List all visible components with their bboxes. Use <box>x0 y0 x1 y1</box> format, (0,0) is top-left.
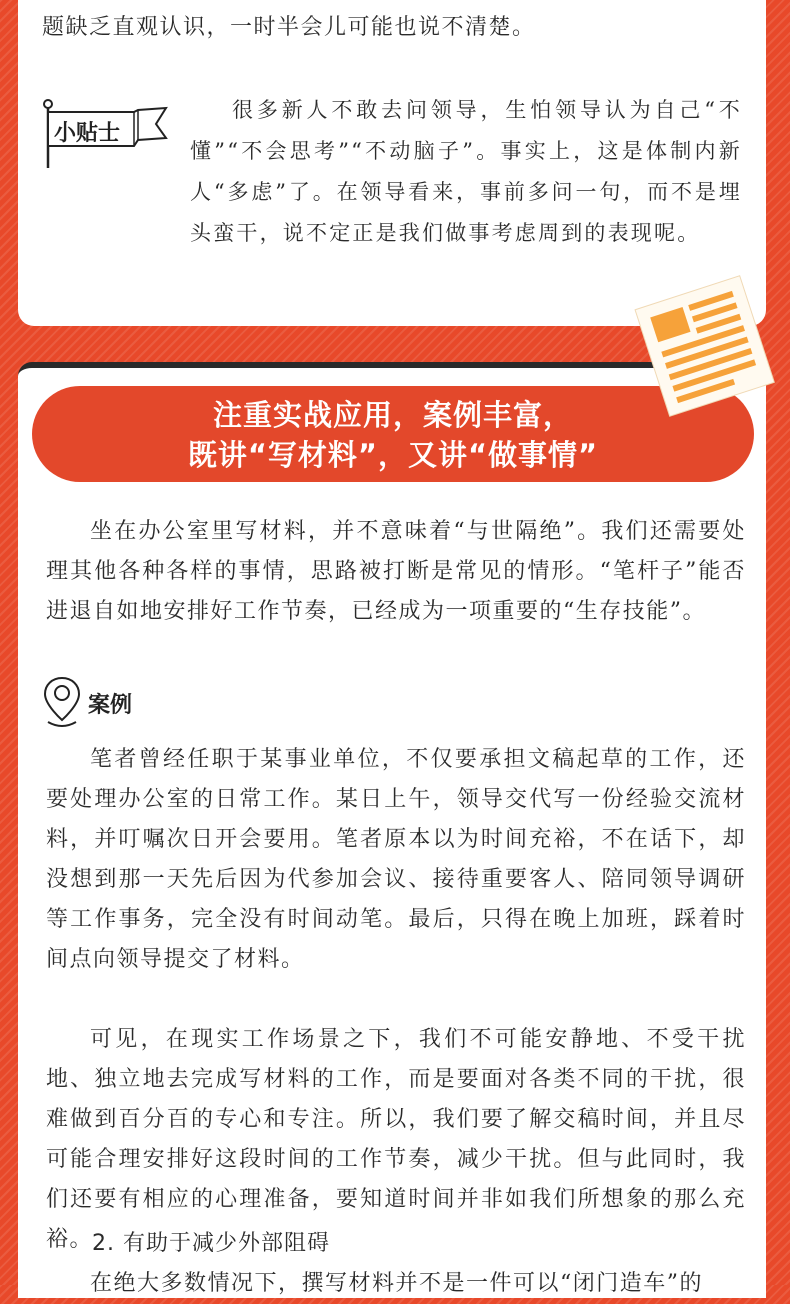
tip-text: 很多新人不敢去问领导，生怕领导认为自己“不懂”“不会思考”“不动脑子”。事实上，这是体制内新人“多虑”了。在领导看来，事前多问一句，而不是埋头蛮干，说不定正是我们做事考虑周到的表现呢。 <box>190 98 742 245</box>
case-label: 案例 <box>88 693 133 718</box>
section-paragraph-1: 坐在办公室里写材料，并不意味着“与世隔绝”。我们还需要处理其他各种各样的事情，思路被打断是常见的情形。“笔杆子”能否进退自如地安排好工作节奏，已经成为一项重要的“生存技能”。 <box>46 519 746 624</box>
section-title-line1: 注重实战应用，案例丰富， <box>212 398 573 432</box>
tip-badge-label: 小贴士 <box>54 121 121 146</box>
location-pin-icon <box>42 674 82 730</box>
case-heading <box>42 674 242 734</box>
section-title-line2: 既讲“写材料”，又讲“做事情” <box>187 438 599 472</box>
subheading: 2. 有助于减少外部阻碍 <box>92 1231 330 1256</box>
section-paragraph-2: 可见，在现实工作场景之下，我们不可能安静地、不受干扰地、独立地去完成写材料的工作，而是要面对各类不同的干扰，很难做到百分百的专心和专注。所以，我们要了解交稿时间，并且尽可能合理安排好这段时间的工作节奏，减少干扰。但与此同时，我们还要有相应的心理准备，要知道时间并非如我们所想象的那么充裕。 <box>46 1027 746 1252</box>
section-card <box>18 362 766 1298</box>
newspaper-icon <box>630 272 780 422</box>
tip-badge <box>42 96 172 172</box>
case-text: 笔者曾经任职于某事业单位，不仅要承担文稿起草的工作，还要处理办公室的日常工作。某日上午，领导交代写一份经验交流材料，并叮嘱次日开会要用。笔者原本以为时间充裕，不在话下，却没想到那一天先后因为代参加会议、接待重要客人、陪同领导调研等工作事务，完全没有时间动笔。最后，只得在晚上加班，踩着时间点向领导提交了材料。 <box>46 747 746 972</box>
section-paragraph-3: 在绝大多数情况下，撰写材料并不是一件可以“闭门造车”的 <box>90 1271 703 1296</box>
intro-paragraph: 题缺乏直观认识，一时半会儿可能也说不清楚。 <box>42 15 536 40</box>
